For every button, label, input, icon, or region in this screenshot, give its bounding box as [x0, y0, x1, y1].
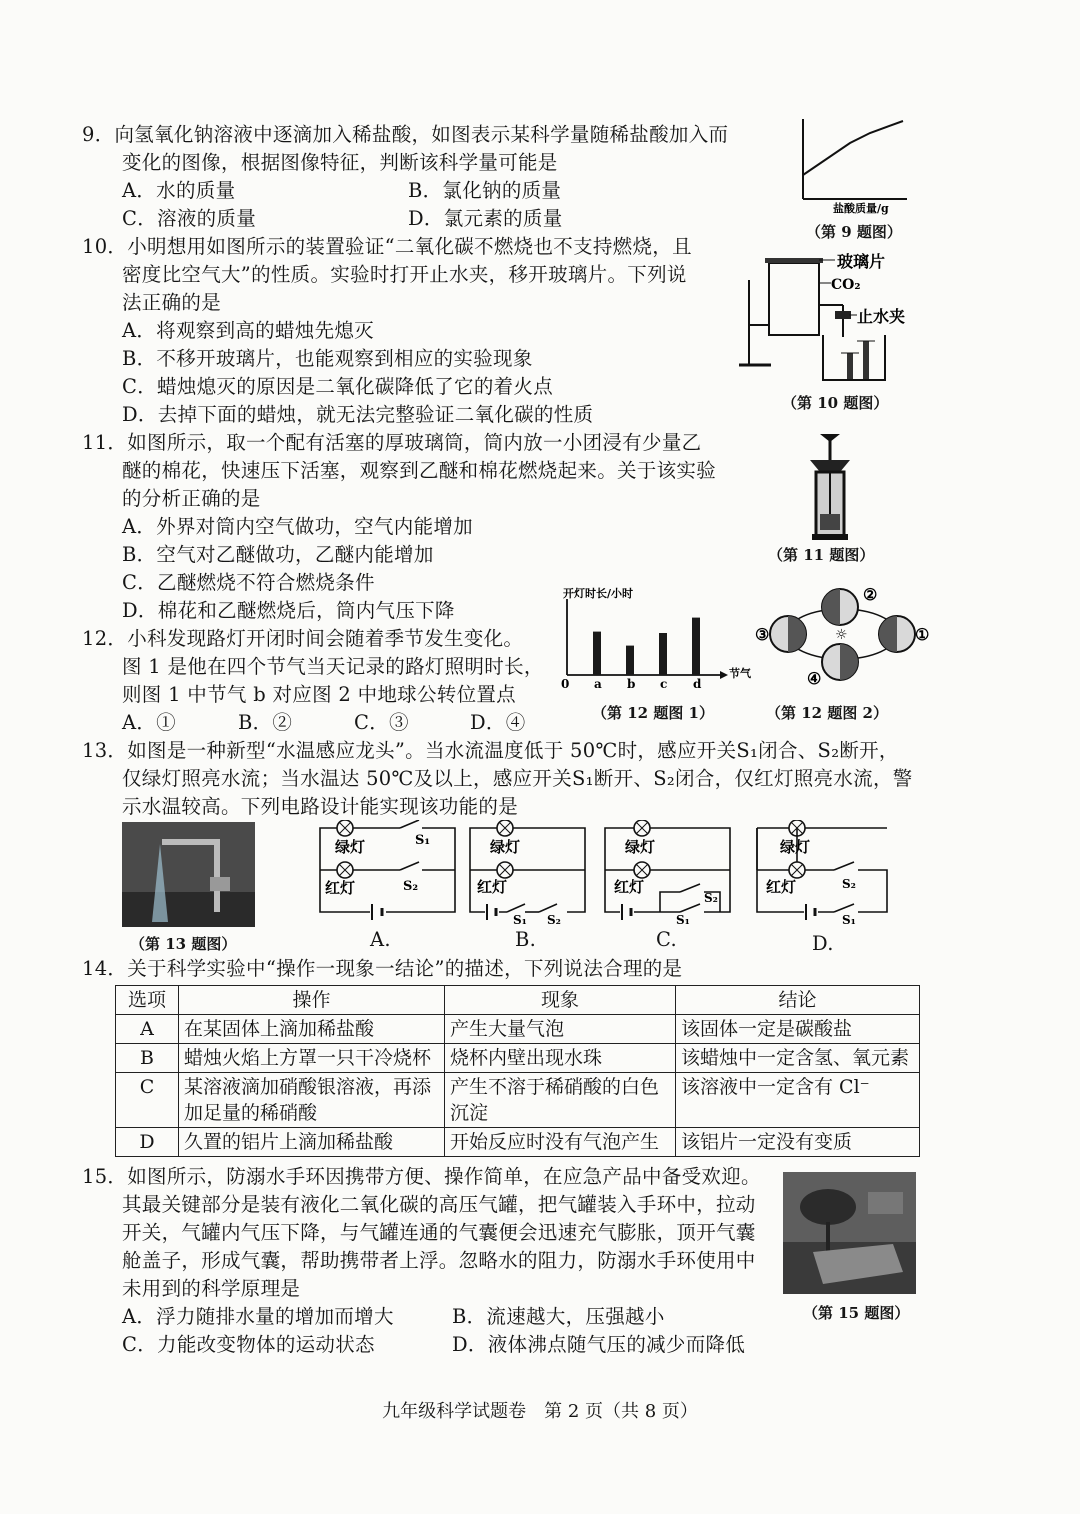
table-header: 操作: [179, 986, 445, 1015]
q15-option-a: A．浮力随排水量的增加而增大: [122, 1305, 394, 1328]
table-cell: 产生大量气泡: [445, 1015, 676, 1044]
svg-text:S₁: S₁: [842, 913, 856, 925]
q11-stem-line2: 醚的棉花，快速压下活塞，观察到乙醚和棉花燃烧起来。关于该实验: [122, 459, 717, 482]
svg-text:S₁: S₁: [415, 833, 431, 848]
table-cell: 产生不溶于稀硝酸的白色沉淀: [445, 1073, 676, 1128]
table-cell: 蜡烛火焰上方罩一只干冷烧杯: [179, 1044, 445, 1073]
table-header: 结论: [676, 986, 920, 1015]
q12-option-c: C．③: [354, 711, 409, 734]
q12-stem-line2: 图 1 是他在四个节气当天记录的路灯照明时长，: [122, 655, 544, 678]
q12-ylabel: 开灯时长/小时: [563, 587, 634, 600]
svg-text:绿灯: 绿灯: [625, 838, 656, 856]
tick-label-d: d: [693, 677, 702, 691]
q15-option-b: B．流速越大，压强越小: [452, 1305, 665, 1328]
table-row: [116, 1044, 920, 1073]
q9-caption: （第 9 题图）: [806, 223, 902, 241]
table-cell: 开始反应时没有气泡产生: [445, 1128, 676, 1157]
q13-caption: （第 13 题图）: [130, 935, 237, 953]
bar-a: [593, 632, 601, 675]
circuit-c-label: C.: [656, 928, 678, 951]
q9-stem-line1: 9．向氢氧化钠溶液中逐滴加入稀盐酸，如图表示某科学量随稀盐酸加入而: [82, 123, 729, 146]
table-cell: D: [116, 1128, 179, 1157]
q10-apparatus: [735, 245, 915, 385]
q12-orbit-diagram: [755, 582, 930, 692]
q10-option-b: B．不移开玻璃片，也能观察到相应的实验现象: [122, 347, 533, 370]
orbit-label-2: ②: [863, 585, 878, 604]
q12-caption2: （第 12 题图 2）: [766, 704, 888, 722]
q14-table: [115, 985, 920, 1157]
orbit-label-1: ①: [915, 625, 930, 644]
q10-stem-line3: 法正确的是: [122, 291, 222, 314]
label-glass: 玻璃片: [837, 252, 886, 271]
earth-position-1: [879, 616, 915, 652]
svg-text:S₂: S₂: [704, 891, 718, 905]
table-cell: 在某固体上滴加稀盐酸: [179, 1015, 445, 1044]
earth-position-2: [822, 589, 858, 625]
svg-text:绿灯: 绿灯: [335, 838, 366, 856]
q9-xlabel: 盐酸质量/g: [833, 202, 889, 215]
q11-option-d: D．棉花和乙醚燃烧后，筒内气压下降: [122, 599, 455, 622]
orbit-label-4: ④: [807, 669, 822, 688]
q13-stem-line1: 13．如图是一种新型“水温感应龙头”。当水流温度低于 50℃时，感应开关S₁闭合、S₂断开，: [82, 739, 899, 762]
q11-cylinder: [790, 432, 870, 542]
q13-stem-line2: 仅绿灯照亮水流；当水温达 50℃及以上，感应开关S₁断开、S₂闭合，仅红灯照亮水流，警: [122, 767, 913, 790]
q10-stem-line1: 10．小明想用如图所示的装置验证“二氧化碳不燃烧也不支持燃烧，且: [82, 235, 692, 258]
q10-option-d: D．去掉下面的蜡烛，就无法完整验证二氧化碳的性质: [122, 403, 594, 426]
tick-label-a: a: [594, 677, 602, 691]
table-row: [116, 1073, 920, 1128]
q15-caption: （第 15 题图）: [803, 1304, 910, 1322]
table-cell: 该溶液中一定含有 Cl⁻: [676, 1073, 920, 1128]
table-cell: 该蜡烛中一定含氢、氧元素: [676, 1044, 920, 1073]
clamp: [835, 311, 851, 319]
q12-origin: 0: [561, 677, 570, 691]
glass-plate: [765, 258, 823, 263]
table-cell: 该固体一定是碳酸盐: [676, 1015, 920, 1044]
table-cell: C: [116, 1073, 179, 1128]
q9-graph: [795, 115, 915, 215]
label-clamp: 止水夹: [857, 307, 906, 326]
q12-bar-chart: [555, 585, 755, 695]
q15-option-d: D．液体沸点随气压的减少而降低: [452, 1333, 746, 1356]
circuit-a-label: A.: [370, 928, 391, 951]
svg-text:红灯: 红灯: [614, 878, 645, 896]
circuit-d-label: D.: [812, 932, 834, 955]
q15-stem-line5: 未用到的科学原理是: [122, 1277, 301, 1300]
circuit-d: [752, 820, 897, 925]
table-header: 选项: [116, 986, 179, 1015]
q9-option-b: B．氯化钠的质量: [408, 179, 562, 202]
svg-text:S₂: S₂: [403, 879, 419, 894]
svg-text:S₁: S₁: [513, 913, 527, 925]
label-co2: CO₂: [831, 277, 861, 293]
q15-stem-line4: 舱盖子，形成气囊，帮助携带者上浮。忽略水的阻力，防溺水手环使用中: [122, 1249, 756, 1272]
bar-b: [626, 646, 634, 675]
table-cell: 烧杯内壁出现水珠: [445, 1044, 676, 1073]
earth-position-3: [770, 616, 806, 652]
circuit-b-label: B.: [515, 928, 537, 951]
sun-icon: ☼: [835, 627, 848, 643]
circuit-b: [465, 820, 590, 925]
q12-option-a: A．①: [122, 711, 176, 734]
q14-stem: 14．关于科学实验中“操作一现象一结论”的描述，下列说法合理的是: [82, 957, 683, 980]
table-cell: A: [116, 1015, 179, 1044]
q10-option-c: C．蜡烛熄灭的原因是二氧化碳降低了它的着火点: [122, 375, 554, 398]
bar-d: [692, 618, 700, 675]
q12-option-d: D．④: [470, 711, 526, 734]
q12-xlabel: 节气: [729, 667, 751, 680]
q15-stem-line1: 15．如图所示，防溺水手环因携带方便、操作简单，在应急产品中备受欢迎。: [82, 1165, 761, 1188]
q9-option-a: A．水的质量: [122, 179, 236, 202]
q15-option-c: C．力能改变物体的运动状态: [122, 1333, 375, 1356]
q10-stem-line2: 密度比空气大”的性质。实验时打开止水夹，移开玻璃片。下列说: [122, 263, 687, 286]
page-footer: 九年级科学试题卷 第 2 页（共 8 页）: [382, 1401, 698, 1422]
q12-stem-line1: 12．小科发现路灯开闭时间会随着季节发生变化。: [82, 627, 524, 650]
svg-text:红灯: 红灯: [766, 878, 797, 896]
orbit-label-3: ③: [755, 625, 770, 644]
table-cell: B: [116, 1044, 179, 1073]
q13-photo: [122, 822, 255, 927]
q12-caption1: （第 12 题图 1）: [592, 704, 714, 722]
bar-c: [659, 633, 667, 675]
circuit-a: [315, 820, 460, 920]
svg-text:红灯: 红灯: [477, 878, 508, 896]
q11-option-a: A．外界对筒内空气做功，空气内能增加: [122, 515, 473, 538]
table-row: [116, 1015, 920, 1044]
q13-stem-line3: 示水温较高。下列电路设计能实现该功能的是: [122, 795, 519, 818]
q11-option-c: C．乙醚燃烧不符合燃烧条件: [122, 571, 375, 594]
table-header: 现象: [445, 986, 676, 1015]
q9-option-c: C．溶液的质量: [122, 207, 257, 230]
svg-text:红灯: 红灯: [325, 879, 356, 897]
circuit-c: [600, 820, 738, 925]
table-cell: 该铝片一定没有变质: [676, 1128, 920, 1157]
earth-position-4: [822, 644, 858, 680]
table-row: [116, 1128, 920, 1157]
q10-caption: （第 10 题图）: [782, 394, 889, 412]
table-header-row: [116, 986, 920, 1015]
q11-caption: （第 11 题图）: [768, 546, 875, 564]
tick-label-c: c: [660, 677, 668, 691]
q12-stem-line3: 则图 1 中节气 b 对应图 2 中地球公转位置点: [122, 683, 516, 706]
q15-stem-line2: 其最关键部分是装有液化二氧化碳的高压气罐，把气罐装入手环中，拉动: [122, 1193, 756, 1216]
q15-photo: [783, 1172, 916, 1294]
svg-text:绿灯: 绿灯: [780, 838, 811, 856]
q15-stem-line3: 开关，气罐内气压下降，与气罐连通的气囊便会迅速充气膨胀，顶开气囊: [122, 1221, 756, 1244]
svg-text:S₂: S₂: [842, 877, 856, 891]
q9-option-d: D．氯元素的质量: [408, 207, 563, 230]
table-cell: 久置的铝片上滴加稀盐酸: [179, 1128, 445, 1157]
svg-text:S₁: S₁: [676, 913, 690, 925]
q9-stem-line2: 变化的图像，根据图像特征，判断该科学量可能是: [122, 151, 558, 174]
q12-option-b: B．②: [238, 711, 293, 734]
svg-text:绿灯: 绿灯: [490, 838, 521, 856]
q11-stem-line3: 的分析正确的是: [122, 487, 261, 510]
q10-option-a: A．将观察到高的蜡烛先熄灭: [122, 319, 374, 342]
q11-option-b: B．空气对乙醚做功，乙醚内能增加: [122, 543, 434, 566]
tick-label-b: b: [627, 677, 636, 691]
svg-text:S₂: S₂: [547, 913, 561, 925]
q9-curve: [803, 121, 903, 175]
q11-stem-line1: 11．如图所示，取一个配有活塞的厚玻璃筒，筒内放一小团浸有少量乙: [82, 431, 702, 454]
table-cell: 某溶液滴加硝酸银溶液，再添加足量的稀硝酸: [179, 1073, 445, 1128]
